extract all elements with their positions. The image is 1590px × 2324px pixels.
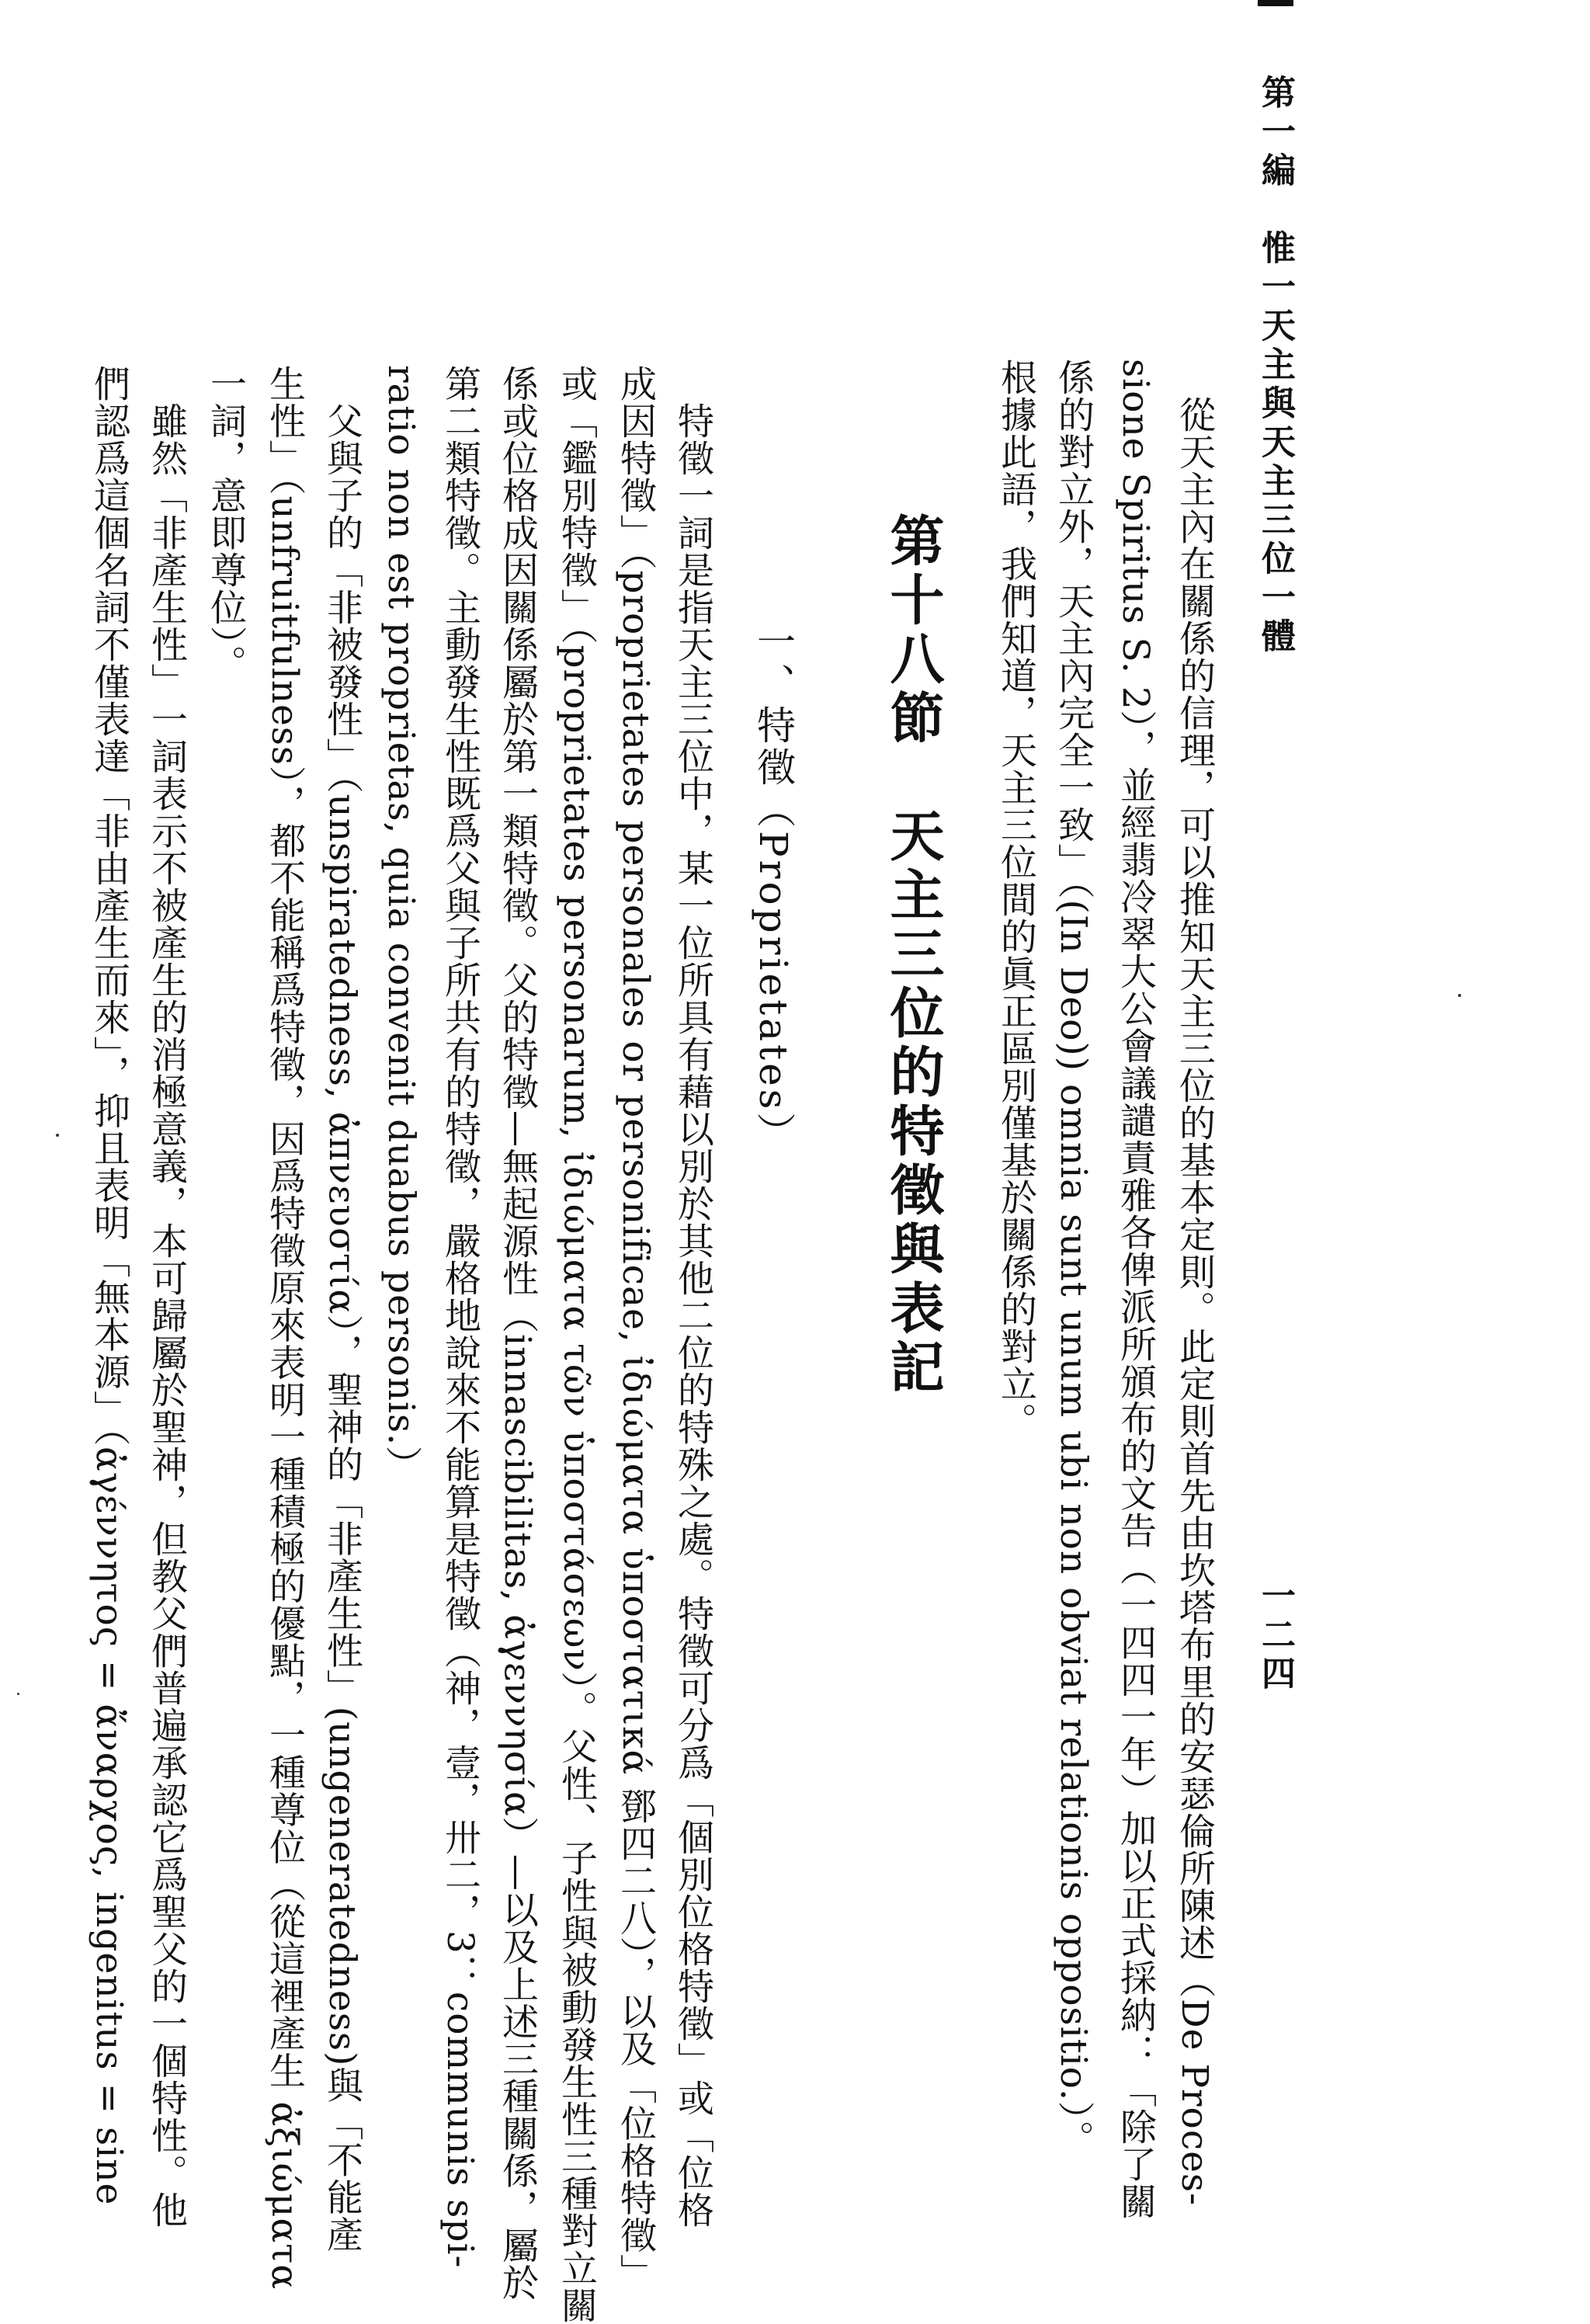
text-column: 雖然「非產生性」一詞表示不被產生的消極意義，本可歸屬於聖神，但教父們普遍承認它爲聖父的一個特性。他 bbox=[145, 365, 188, 2228]
text-column: 特徵一詞是指天主三位中，某一位所具有藉以別於其他二位的特殊之處。特徵可分爲「個別位格特徵」或「位格 bbox=[672, 365, 714, 2228]
section-heading: 第十八節 天主三位的特徵與表記 bbox=[881, 512, 946, 1398]
text-column: 第二類特徵。主動發生性既爲父與子所共有的特徵，嚴格地說來不能算是特徵（神，壹，卅二，3：communis spi- bbox=[439, 365, 481, 2269]
text-column: 一詞，意即尊位）。 bbox=[204, 365, 247, 683]
text-column: 根據此語，我們知道，天主三位間的眞正區別僅基於關係的對立。 bbox=[995, 359, 1037, 1440]
text-column: 係的對立外，天主內完全一致」（(In Deo)) omnia sunt unum ubi non obviat relationis oppositio.）。 bbox=[1052, 359, 1095, 2158]
text-column: 或「鑑別特徵」（proprietates personarum, ἰδιώματα τῶν ὑποστάσεων）。父性、子性與被動發生性三種對立關 bbox=[555, 365, 598, 2324]
text-column: 們認爲這個名詞不僅表達「非由產生而來」，抑且表明「無本源」（ἀγέννητος = ἄναρχος, ingenitus = sine bbox=[88, 365, 130, 2206]
scan-speck bbox=[17, 1693, 19, 1695]
text-column: 成因特徵」（proprietates personales or personificae, ἰδιώματα ὑποστατικά 鄧四二八），以及「位格特徵」 bbox=[614, 365, 657, 2291]
text-column: sione Spiritus S. 2），並經翡冷翠大公會議譴責雅各俾派所頒布的文告（一四四一年）加以正式採納：「除了關 bbox=[1114, 359, 1157, 2221]
running-title: 第一編 惟一天主與天主三位一體 bbox=[1255, 75, 1295, 657]
text-column: 從天主內在關係的信理，可以推知天主三位的基本定則。此定則首先由坎塔布里的安瑟倫所陳述（De Proces- bbox=[1173, 359, 1216, 2206]
subsection-heading: 一、特徵（Proprietates） bbox=[751, 621, 796, 1155]
top-edge-mark bbox=[1258, 0, 1293, 6]
text-column: ratio non est proprietas, quia convenit duabus personis.） bbox=[380, 365, 422, 1484]
text-column: 係或位格成因關係屬於第一類特徵。父的特徵—無起源性（innascibilitas, ἀγεννησία）—以及上述三種關係，屬於 bbox=[496, 365, 539, 2301]
scan-speck bbox=[56, 1134, 59, 1137]
page-number: 一二四 bbox=[1255, 1578, 1295, 1694]
scan-speck bbox=[1458, 994, 1461, 997]
text-column: 父與子的「非被發性」（unspiratedness, ἀπνευστία），聖神的「非產生性」(ungeneratedness)與「不能產 bbox=[321, 365, 363, 2253]
text-column: 生性」（unfruitfulness），都不能稱爲特徵，因爲特徵原來表明一種積極的優點，一種尊位（從這裡產生 ἀξιώματα bbox=[263, 365, 306, 2290]
